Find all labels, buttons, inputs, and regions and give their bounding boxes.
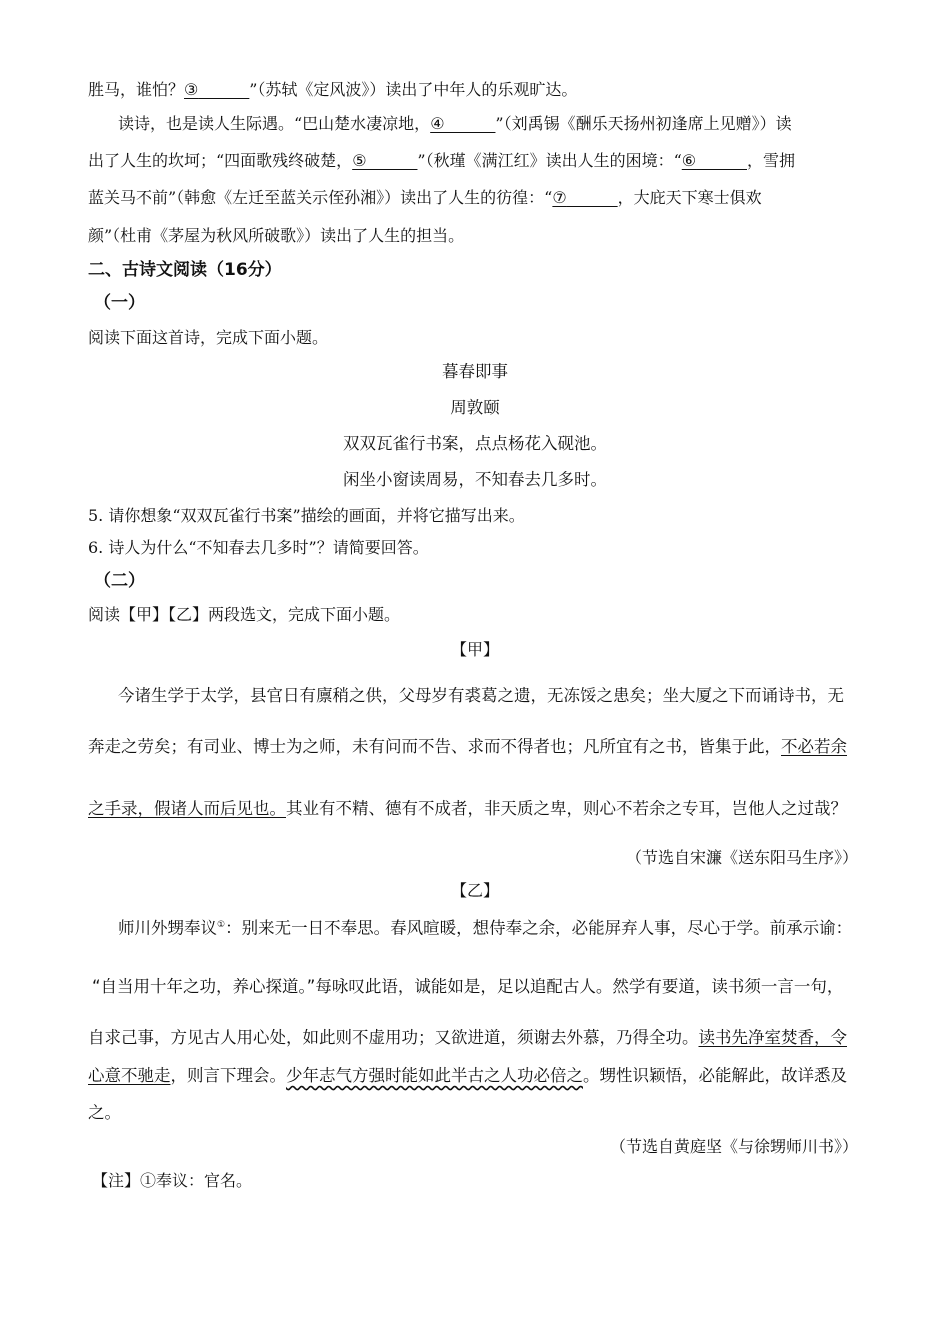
text: 自求己事，方见古人用心处，如此则不虚用功；又欲进道，须谢去外慕，乃得全功。 <box>88 1028 699 1047</box>
text: ，雪拥 <box>746 151 795 170</box>
part-2-heading: （二） <box>94 571 145 591</box>
passage-jia-label: 【甲】 <box>450 640 499 659</box>
text: 奔走之劳矣；有司业、博士为之师，未有问而不告、求而不得者也；凡所宜有之书，皆集于此， <box>88 737 781 756</box>
jia-source: （节选自宋濂《送东阳马生序》） <box>625 848 858 867</box>
text: ：别来无一日不奉思。春风暄暖，想侍奉之余，必能屏弃人事，尽心于学。前承示谕： <box>225 918 853 938</box>
poem-line-1: 双双瓦雀行书案，点点杨花入砚池。 <box>343 434 607 453</box>
part-1-heading: （一） <box>94 293 145 313</box>
blank-7[interactable]: ⑦ <box>552 188 567 207</box>
text: ”（秋瑾《满江红》读出人生的困境：“ <box>417 151 682 170</box>
underlined-sentence: 心意不驰走 <box>88 1066 171 1085</box>
yi-line-5: 之。 <box>88 1103 121 1122</box>
yi-line-1 <box>118 914 852 940</box>
footnote: 【注】①奉议：官名。 <box>92 1171 253 1190</box>
fill-blank-line-5: 颜”（杜甫《茅屋为秋风所破歌》）读出了人生的担当。 <box>88 226 465 245</box>
text: 出了人生的坎坷；“四面歌残终破楚， <box>88 151 353 170</box>
text: ”（刘禹锡《酬乐天扬州初逢席上见赠》）读 <box>495 114 792 133</box>
text: ，则言下理会。 <box>170 1066 286 1085</box>
text: 蓝关马不前”（韩愈《左迁至蓝关示侄孙湘》）读出了人生的彷徨：“ <box>88 188 553 207</box>
part-1-intro: 阅读下面这首诗，完成下面小题。 <box>88 328 329 347</box>
jia-line-3 <box>88 798 847 820</box>
yi-line-4 <box>88 1065 847 1087</box>
question-6: 6. 诗人为什么“不知春去几多时”？请简要回答。 <box>88 538 429 557</box>
text: 师川外甥奉议 <box>118 918 217 938</box>
question-5: 5. 请你想象“双双瓦雀行书案”描绘的画面，并将它描写出来。 <box>88 506 525 525</box>
text: 。甥性识颖悟，必能解此，故详悉及 <box>583 1066 847 1085</box>
text: 读诗，也是读人生际遇。“巴山楚水凄凉地， <box>118 114 431 133</box>
footnote-marker: ① <box>217 920 226 930</box>
underlined-sentence: 读书先净室焚香，令 <box>698 1028 847 1047</box>
blank-4[interactable]: ④ <box>430 114 445 133</box>
text: ，大庇天下寒士俱欢 <box>617 188 762 207</box>
blank-3[interactable]: ③ <box>184 80 199 99</box>
blank-5[interactable]: ⑤ <box>352 151 367 170</box>
blank-6[interactable]: ⑥ <box>681 151 697 170</box>
section-title: 二、古诗文阅读（16分） <box>88 260 282 280</box>
wavy-underlined-sentence: 少年志气方强时能如此半古之人功必倍之 <box>286 1066 583 1085</box>
yi-source: （节选自黄庭坚《与徐甥师川书》） <box>609 1137 858 1156</box>
fill-blank-line-2 <box>118 113 792 135</box>
fill-blank-line-1 <box>88 79 577 101</box>
text: 其业有不精、德有不成者，非天质之卑，则心不若余之专耳，岂他人之过哉？ <box>286 799 847 818</box>
jia-line-1: 今诸生学于太学，县官日有廪稍之供，父母岁有裘葛之遗，无冻馁之患矣；坐大厦之下而诵诗书，无 <box>118 686 844 705</box>
poem-title: 暮春即事 <box>442 362 508 381</box>
jia-line-2 <box>88 736 847 758</box>
part-2-intro: 阅读【甲】【乙】两段选文，完成下面小题。 <box>88 605 401 624</box>
yi-line-3 <box>88 1027 847 1049</box>
poem-author: 周敦颐 <box>450 398 500 417</box>
text: ”（苏轼《定风波》）读出了中年人的乐观旷达。 <box>249 80 578 99</box>
fill-blank-line-4 <box>88 187 762 209</box>
text: 胜马，谁怕？ <box>88 80 185 99</box>
yi-line-2: “自当用十年之功，养心探道。”每咏叹此语，诚能如是，足以追配古人。然学有要道，读书须一言一句， <box>92 977 844 996</box>
passage-yi-label: 【乙】 <box>450 881 499 900</box>
fill-blank-line-3 <box>88 150 795 172</box>
poem-line-2: 闲坐小窗读周易，不知春去几多时。 <box>343 470 607 489</box>
underlined-sentence: 不必若余 <box>781 737 847 756</box>
underlined-sentence: 之手录，假诸人而后见也。 <box>88 799 286 818</box>
